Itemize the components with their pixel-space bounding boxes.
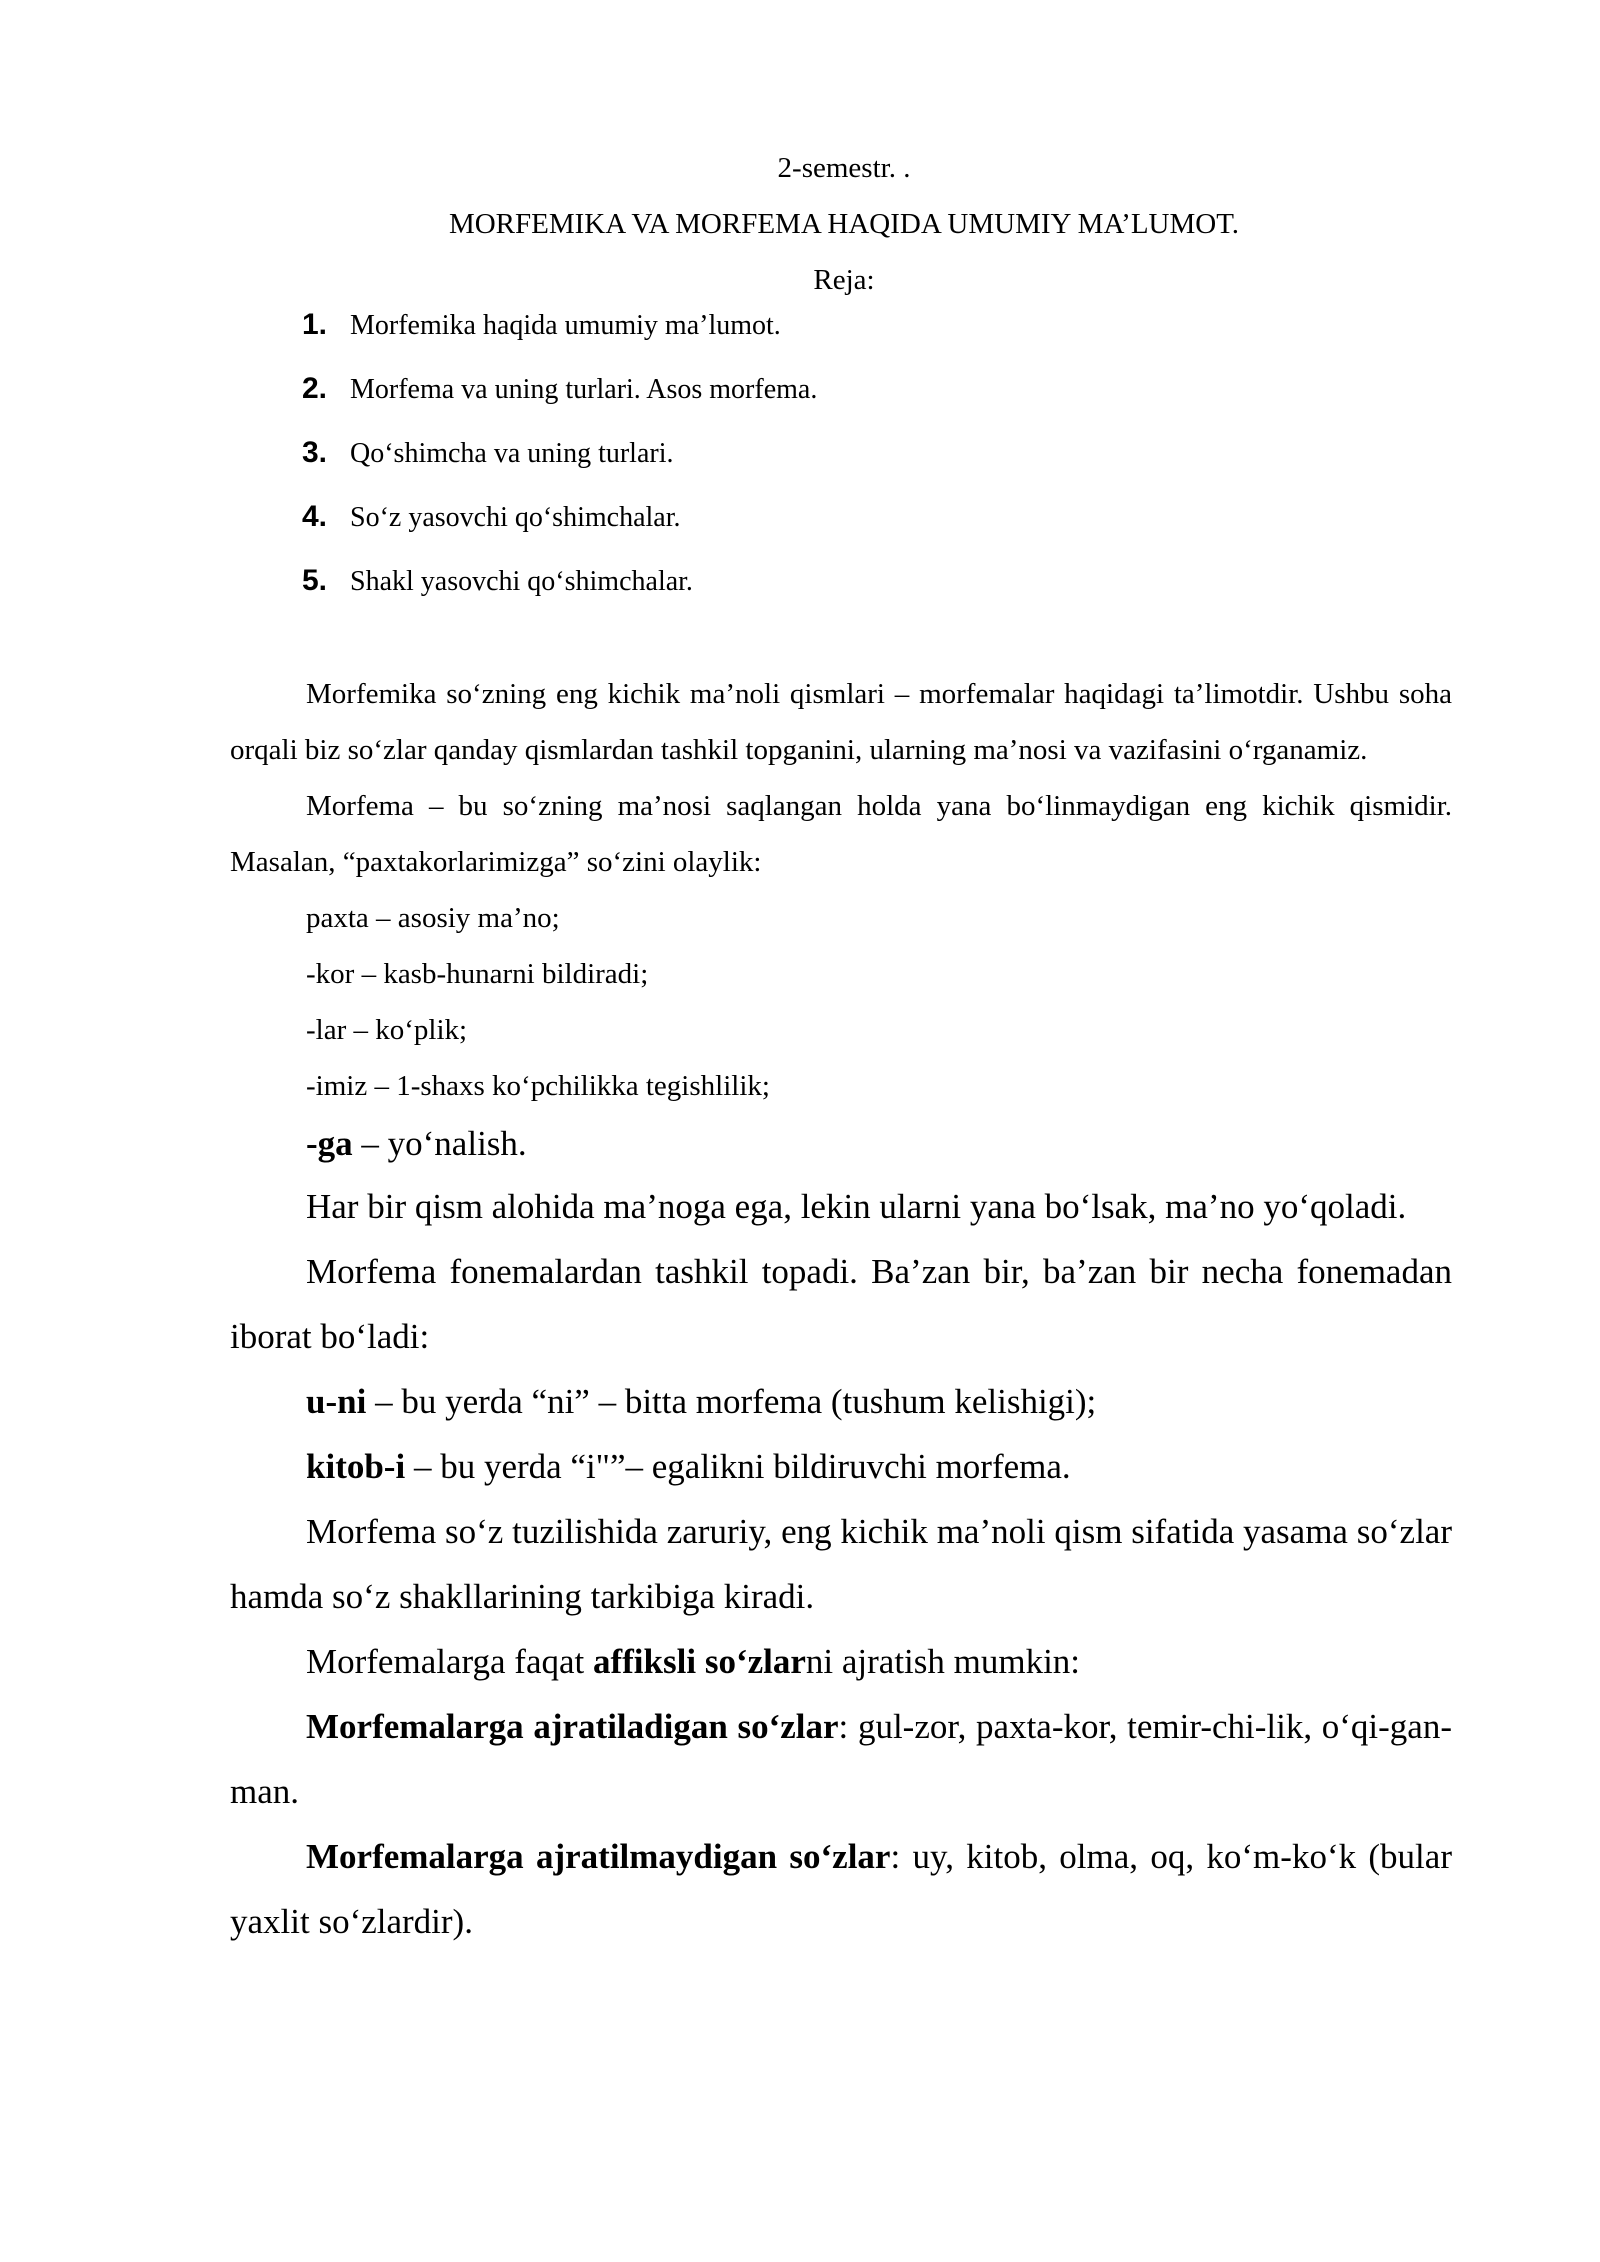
plan-item-number: 3. <box>302 436 328 469</box>
paragraph-affiksli <box>230 1629 1452 1694</box>
plan-item-text: So‘z yasovchi qo‘shimchalar. <box>350 502 681 533</box>
plan-item-text: Morfemika haqida umumiy ma’lumot. <box>350 310 781 341</box>
plan-list <box>230 308 1452 628</box>
paragraph-tuzilish: Morfema so‘z tuzilishida zaruriy, eng kichik ma’noli qism sifatida yasama so‘zlar hamda so‘z shakllarining tarkibiga kiradi. <box>230 1512 1452 1616</box>
example-line: paxta – asosiy ma’no; <box>306 902 560 934</box>
plan-item <box>302 436 1452 500</box>
text-segment: Morfemalarga faqat <box>306 1642 593 1681</box>
paragraph-fonemalar: Morfema fonemalardan tashkil topadi. Ba’zan bir, ba’zan bir necha fonemadan iborat bo‘ladi: <box>230 1252 1452 1356</box>
example-meaning: – yo‘nalish. <box>352 1124 527 1163</box>
example-line: -kor – kasb-hunarni bildiradi; <box>306 958 649 990</box>
semester-label: 2-semestr. . <box>777 152 911 184</box>
plan-item <box>302 500 1452 564</box>
example-meaning: – bu yerda “ni” – bitta morfema (tushum kelishigi); <box>366 1382 1097 1421</box>
plan-item-text: Shakl yasovchi qo‘shimchalar. <box>350 566 693 597</box>
plan-item-number: 5. <box>302 564 328 597</box>
paragraph-morfemika: Morfemika so‘zning eng kichik ma’noli qismlari – morfemalar haqidagi ta’limotdir. Ushbu soha orqali biz so‘zlar qanday qismlardan tashkil topganini, ularning ma’nosi va vazifasini o‘rganamiz. <box>230 678 1452 766</box>
bold-term: affiksli so‘zlar <box>593 1642 806 1681</box>
plan-item-number: 2. <box>302 372 328 405</box>
example-term: kitob-i <box>306 1447 406 1486</box>
example-line-ga <box>230 1114 1452 1174</box>
document-title: MORFEMIKA VA MORFEMA HAQIDA UMUMIY MA’LUMOT. <box>448 208 1240 240</box>
plan-item-text: Morfema va uning turlari. Asos morfema. <box>350 374 818 405</box>
example-line: -imiz – 1-shaxs ko‘pchilikka tegishlilik; <box>306 1070 770 1102</box>
plan-item-number: 4. <box>302 500 328 533</box>
bold-term: Morfemalarga ajratilmaydigan so‘zlar <box>306 1837 891 1876</box>
intro-section <box>230 666 1452 1114</box>
plan-item-number: 1. <box>302 308 328 341</box>
example-meaning: – bu yerda “i"”– egalikni bildiruvchi morfema. <box>405 1447 1071 1486</box>
example-term: -ga <box>306 1124 353 1163</box>
document-content <box>230 148 1452 1954</box>
example-line-kitobi <box>230 1434 1452 1499</box>
text-segment: : uy, kitob, olma, oq, ko‘m-ko‘k (bular yaxlit so‘zlardir). <box>230 1837 1452 1941</box>
example-line-uni <box>230 1369 1452 1434</box>
plan-item <box>302 564 1452 628</box>
example-term: u-ni <box>306 1382 367 1421</box>
paragraph-har-bir-qism: Har bir qism alohida ma’noga ega, lekin ularni yana bo‘lsak, ma’no yo‘qoladi. <box>306 1187 1407 1226</box>
text-segment: : gul-zor, paxta-kor, temir-chi-lik, o‘qi-gan-man. <box>230 1707 1452 1811</box>
text-segment: ni ajratish mumkin: <box>805 1642 1081 1681</box>
bold-term: Morfemalarga ajratiladigan so‘zlar <box>306 1707 839 1746</box>
plan-item <box>302 308 1452 372</box>
plan-heading: Reja: <box>813 264 875 296</box>
paragraph-ajratiladigan <box>230 1694 1452 1824</box>
plan-item <box>302 372 1452 436</box>
main-section <box>230 1114 1452 1954</box>
plan-item-text: Qo‘shimcha va uning turlari. <box>350 438 674 469</box>
example-line: -lar – ko‘plik; <box>306 1014 468 1046</box>
paragraph-morfema-definition: Morfema – bu so‘zning ma’nosi saqlangan holda yana bo‘linmaydigan eng kichik qismidir. Masalan, “paxtakorlarimizga” so‘zini olaylik: <box>230 790 1452 878</box>
paragraph-ajratilmaydigan <box>230 1824 1452 1954</box>
